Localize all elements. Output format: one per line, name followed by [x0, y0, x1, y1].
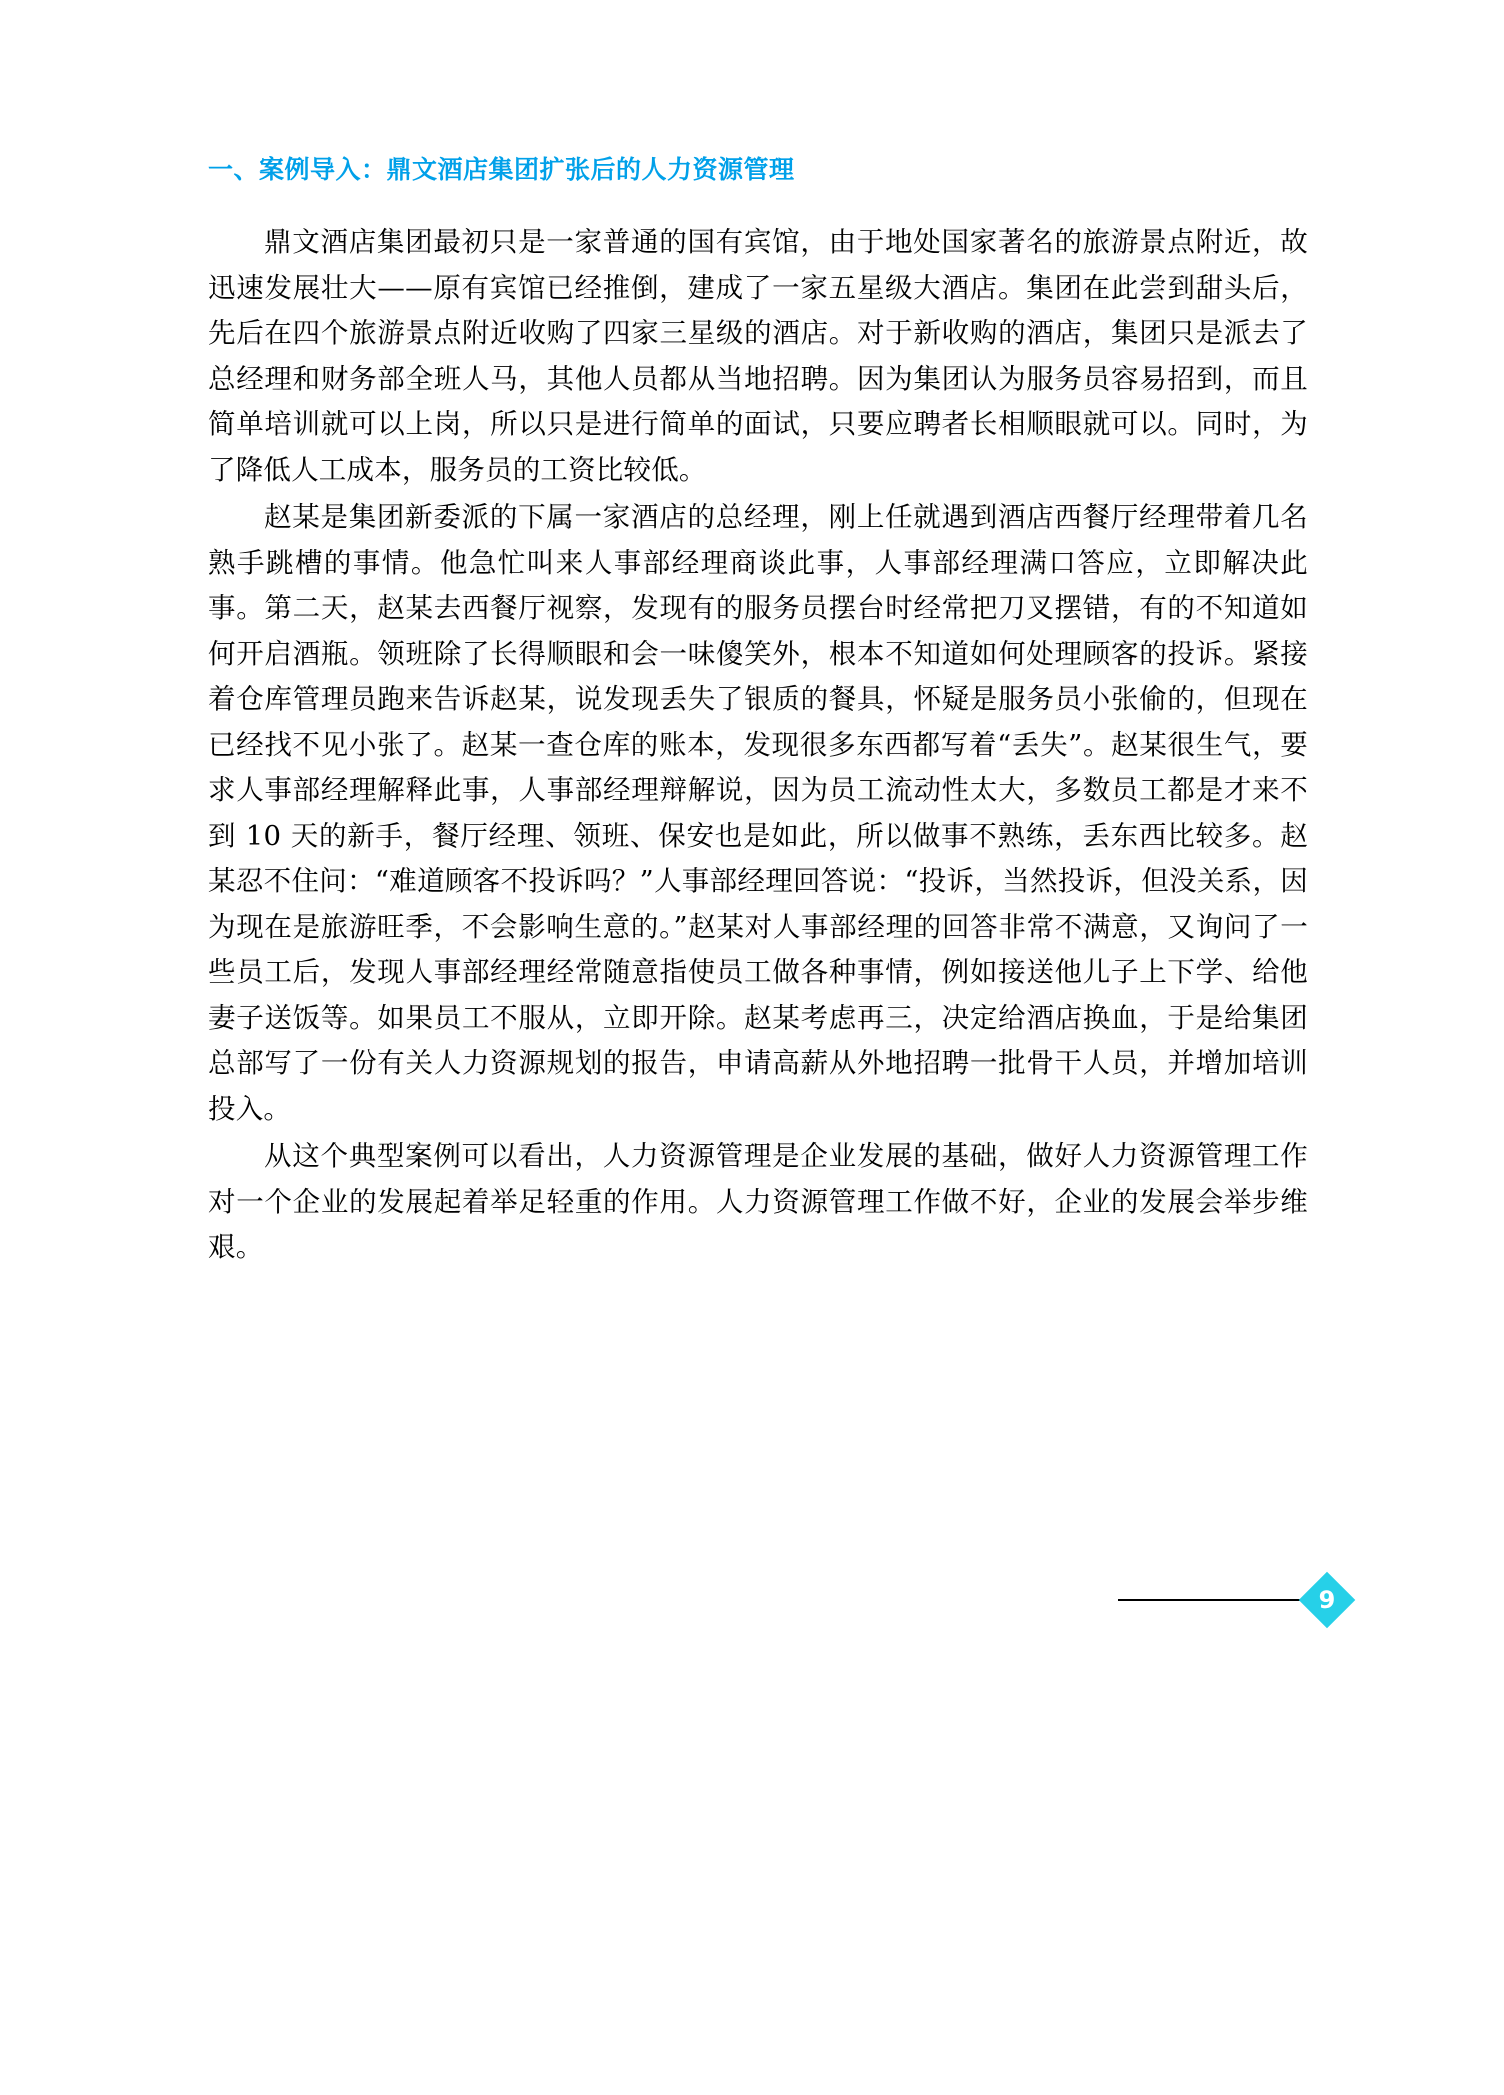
paragraph-2: 赵某是集团新委派的下属一家酒店的总经理，刚上任就遇到酒店西餐厅经理带着几名熟手跳槽的事情。他急忙叫来人事部经理商谈此事，人事部经理满口答应，立即解决此事。第二天，赵某去西餐厅视察，发现有的服务员摆台时经常把刀叉摆错，有的不知道如何开启酒瓶。领班除了长得顺眼和会一味傻笑外，根本不知道如何处理顾客的投诉。紧接着仓库管理员跑来告诉赵某，说发现丢失了银质的餐具，怀疑是服务员小张偷的，但现在已经找不见小张了。赵某一查仓库的账本，发现很多东西都写着“丢失”。赵某很生气，要求人事部经理解释此事，人事部经理辩解说，因为员工流动性太大，多数员工都是才来不到 10 天的新手，餐厅经理、领班、保安也是如此，所以做事不熟练，丢东西比较多。赵某忍不住问：“难道顾客不投诉吗？”人事部经理回答说：“投诉，当然投诉，但没关系，因为现在是旅游旺季，不会影响生意的。”赵某对人事部经理的回答非常不满意，又询问了一些员工后，发现人事部经理经常随意指使员工做各种事情，例如接送他儿子上下学、给他妻子送饭等。如果员工不服从，立即开除。赵某考虑再三，决定给酒店换血，于是给集团总部写了一份有关人力资源规划的报告，申请高薪从外地招聘一批骨干人员，并增加培训投入。 [208, 501, 1308, 1125]
page-number-badge [1300, 1573, 1354, 1627]
section-heading-number: 一、案例导入 [208, 155, 362, 184]
paragraph-3: 从这个典型案例可以看出，人力资源管理是企业发展的基础，做好人力资源管理工作对一个企业的发展起着举足轻重的作用。人力资源管理工作做不好，企业的发展会举步维艰。 [208, 1140, 1308, 1263]
section-heading-title: 鼎文酒店集团扩张后的人力资源管理 [386, 155, 795, 184]
page-content [208, 150, 1308, 1273]
section-heading-separator: ： [361, 155, 387, 184]
section-heading [208, 150, 1308, 186]
page-number: 9 [1318, 1586, 1336, 1614]
paragraph-1: 鼎文酒店集团最初只是一家普通的国有宾馆，由于地处国家著名的旅游景点附近，故迅速发展壮大——原有宾馆已经推倒，建成了一家五星级大酒店。集团在此尝到甜头后，先后在四个旅游景点附近收购了四家三星级的酒店。对于新收购的酒店，集团只是派去了总经理和财务部全班人马，其他人员都从当地招聘。因为集团认为服务员容易招到，而且简单培训就可以上岗，所以只是进行简单的面试，只要应聘者长相顺眼就可以。同时，为了降低人工成本，服务员的工资比较低。 [208, 226, 1308, 486]
